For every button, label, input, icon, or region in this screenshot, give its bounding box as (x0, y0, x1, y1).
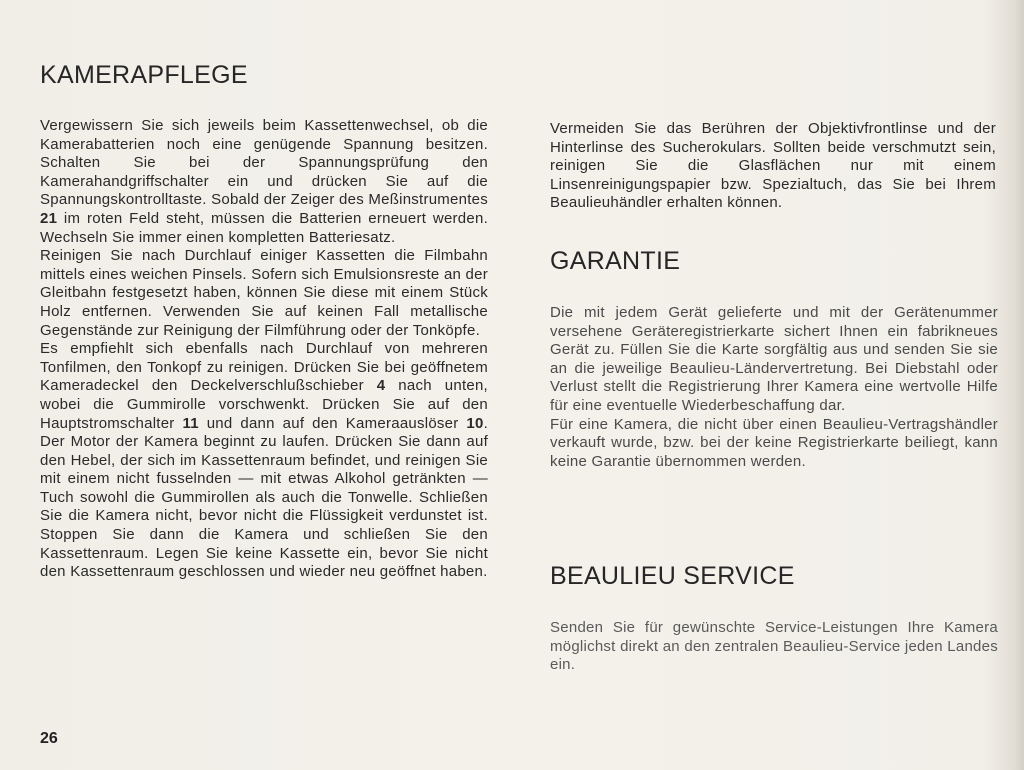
text-segment: . Der Motor der Kamera beginnt zu laufen. Drücken Sie dann auf den Hebel, der sich im Kassettenraum befindet, und reinigen Sie mit einem nicht fusselnden — mit etwas Alkohol getränkten — Tuch sowohl die Gummirollen als auch die Tonwelle. Schließen Sie die Kamera nicht, bevor nicht die Flüssigkeit verdunstet ist. Stoppen Sie dann die Kamera und schließen Sie den Kassettenraum. Legen Sie keine Kassette ein, bevor Sie nicht den Kassettenraum geschlossen und wieder neu geöffnet haben. (40, 414, 489, 581)
service-body (550, 619, 998, 675)
right-column-intro (550, 120, 996, 213)
heading-beaulieu-service: BEAULIEU SERVICE (550, 562, 795, 590)
text-segment: Vergewissern Sie sich jeweils beim Kassettenwechsel, ob die Kamerabatterien noch eine genügende Spannung besitzen. Schalten Sie bei der Spannungsprüfung den Kamerahandgriffschalter ein und drücken Sie auf die Spannungskontrolltaste. Sobald der Zeiger des Meßinstrumentes (40, 117, 488, 209)
text-segment: und dann auf den Kameraauslöser (198, 414, 467, 432)
reference-number: 21 (40, 209, 58, 227)
paragraph-lens-care: Vermeiden Sie das Berühren der Objektivfrontlinse und der Hinterlinse des Sucherokulars. Sollten beide verschmutzt sein, reinigen Sie die Glasflächen nur mit einem Linsenreinigungspapier bzw. Spezialtuch, das Sie bei Ihrem Beaulieuhändler erhalten können. (550, 120, 996, 212)
text-segment: nach unten, wobei die Gummirolle vorschwenkt. Drücken Sie auf den Hauptstromschalter (40, 377, 488, 432)
garantie-body (550, 304, 998, 471)
heading-kamerapflege: KAMERAPFLEGE (40, 61, 248, 89)
paragraph-registration: Die mit jedem Gerät gelieferte und mit der Gerätenummer versehene Geräteregistrierkarte sichert Ihnen ein fabrikneues Gerät zu. Füllen Sie die Karte sorgfältig aus und senden Sie sie an die jeweilige Beaulieu-Ländervertretung. Bei Diebstahl oder Verlust stellt die Registrierung Ihrer Kamera eine wertvolle Hilfe für eine eventuelle Wiederbeschaffung dar. (550, 304, 998, 414)
paragraph-filmbahn: Reinigen Sie nach Durchlauf einiger Kassetten die Filmbahn mittels eines weichen Pinsels. Sofern sich Emulsionsreste an der Gleitbahn festgesetzt haben, können Sie diese mit einem Stück Holz entfernen. Verwenden Sie auf keinen Fall metallische Gegenstände zur Reinigung der Filmführung oder der Tonköpfe. (40, 247, 488, 339)
kamerapflege-body (40, 117, 488, 582)
reference-number: 10 (466, 414, 484, 432)
reference-number: 4 (376, 377, 386, 395)
paragraph-no-warranty: Für eine Kamera, die nicht über einen Beaulieu-Vertragshändler verkauft wurde, bzw. bei der keine Registrierkarte beiliegt, kann keine Garantie übernommen werden. (550, 415, 998, 470)
left-column (40, 60, 488, 582)
text-segment: im roten Feld steht, müssen die Batterien erneuert werden. Wechseln Sie immer einen kompletten Batteriesatz. (40, 209, 488, 246)
paragraph-service: Senden Sie für gewünschte Service-Leistungen Ihre Kamera möglichst direkt an den zentralen Beaulieu-Service jeden Landes ein. (550, 619, 998, 674)
text-segment: Es empfiehlt sich ebenfalls nach Durchlauf von mehreren Tonfilmen, den Tonkopf zu reinigen. Drücken Sie bei geöffnetem Kameradeckel den Deckelverschlußschieber (40, 340, 488, 395)
paragraph-battery (40, 117, 488, 247)
paragraph-tonkopf (40, 340, 488, 582)
page-number: 26 (40, 730, 58, 747)
reference-number: 11 (182, 414, 199, 432)
heading-garantie: GARANTIE (550, 247, 681, 275)
